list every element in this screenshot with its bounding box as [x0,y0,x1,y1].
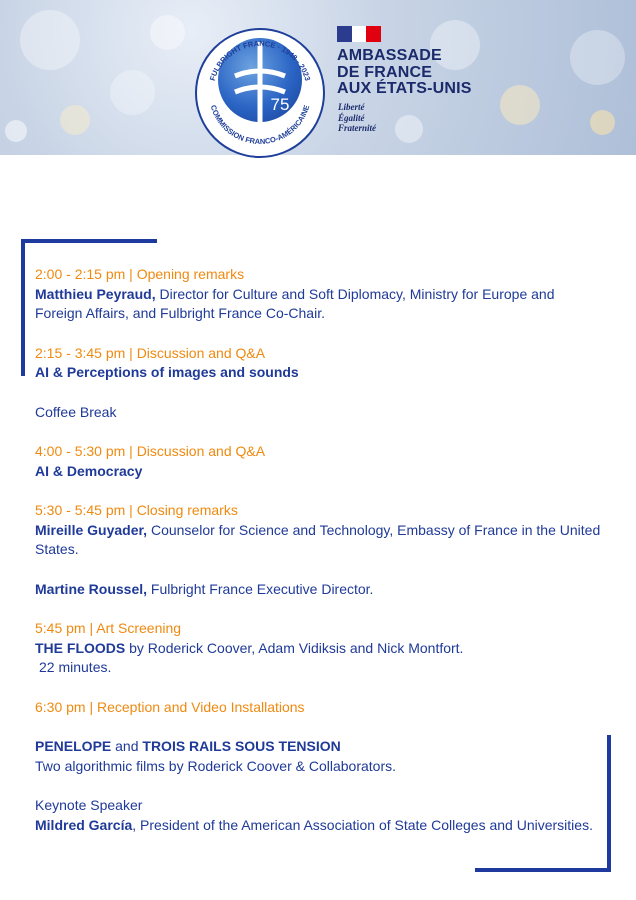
embassy-line-3: AUX ÉTATS-UNIS [337,80,472,97]
film-duration: 22 minutes. [39,659,112,675]
installation-films-desc: Two algorithmic films by Roderick Coover & Collaborators. [35,757,397,774]
program-schedule [35,265,605,835]
fulbright-logo-ring-text [195,28,325,158]
speaker-desc: Director for Culture and Soft Diplomacy, Ministry for Europe and Foreign Affairs, and Fulbright France Co-Chair. [35,285,555,321]
frame-corner-top-vertical [21,239,25,376]
speaker-name: Matthieu Peyraud, [35,285,156,302]
bokeh-light [150,15,185,50]
bokeh-light [570,30,625,85]
frame-corner-bottom [475,868,611,872]
screening-film [35,639,605,659]
frame-corner-bottom-vertical [607,735,611,872]
films-conjunction: and [111,738,143,754]
bokeh-light [60,105,90,135]
keynote-label: Keynote Speaker [35,797,143,813]
installation-films [35,737,605,757]
speaker-name: Mildred García [35,816,133,833]
coffee-break: Coffee Break [35,403,117,420]
french-flag-icon [337,26,381,42]
bokeh-light [20,10,80,70]
discussion-1-title: AI & Perceptions of images and sounds [35,364,299,380]
logo-bottom-text: COMMISSION FRANCO-AMÉRICAINE [208,103,312,147]
film-title: THE FLOODS [35,639,126,656]
logo-top-text: FULBRIGHT FRANCE · 1948 - 2023 [207,38,313,82]
logo-anniversary: 75 [270,95,290,114]
discussion-1-time: 2:15 - 3:45 pm | Discussion and Q&A [35,344,266,361]
reception-time: 6:30 pm | Reception and Video Installations [35,698,305,715]
motto-egalite: Égalité [338,112,365,123]
embassy-motto [338,102,376,134]
speaker-desc: , President of the American Association of State Colleges and Universities. [132,816,593,833]
film-title-trois-rails: TROIS RAILS SOUS TENSION [142,738,341,754]
closing-speaker-1 [35,521,605,560]
speaker-desc: Fulbright France Executive Director. [147,580,374,597]
opening-time: 2:00 - 2:15 pm | Opening remarks [35,266,245,282]
bokeh-light [110,70,155,115]
film-credits: by Roderick Coover, Adam Vidiksis and Nick Montfort. [125,639,464,656]
speaker-name: Martine Roussel, [35,580,148,597]
speaker-name: Mireille Guyader, [35,521,148,538]
bokeh-light [5,120,27,142]
speaker-desc: Counselor for Science and Technology, Embassy of France in the United States. [35,521,601,557]
keynote-speaker [35,816,605,836]
bokeh-light [395,115,423,143]
embassy-title [337,48,472,98]
embassy-line-2: DE FRANCE [337,63,433,81]
screening-time: 5:45 pm | Art Screening [35,620,182,636]
bokeh-light [500,85,540,125]
opening-speaker [35,285,605,324]
discussion-2-title: AI & Democracy [35,462,143,479]
motto-liberte: Liberté [338,102,365,112]
frame-corner-top [21,239,157,243]
film-title-penelope: PENELOPE [35,738,112,754]
motto-fraternite: Fraternité [338,123,377,133]
closing-time: 5:30 - 5:45 pm | Closing remarks [35,502,238,518]
discussion-2-time: 4:00 - 5:30 pm | Discussion and Q&A [35,443,266,459]
embassy-line-1: AMBASSADE [337,47,442,64]
bokeh-light [590,110,615,135]
closing-speaker-2 [35,580,605,600]
